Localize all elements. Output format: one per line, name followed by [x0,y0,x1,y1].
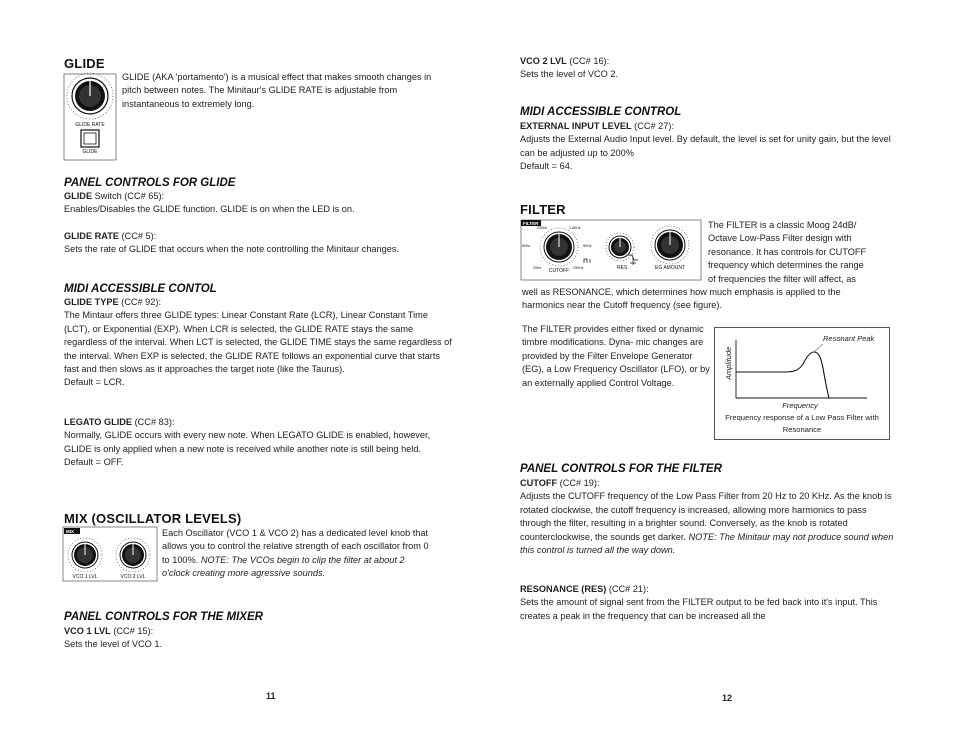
glide-rate-cc: (CC# 5): [118,231,157,241]
glide-switch-param [64,190,454,217]
glide-rate-name: GLIDE RATE [64,231,119,241]
glide-rate-knob-icon [67,73,113,119]
mix-desc-text: Each Oscillator (VCO 1 & VCO 2) has a dedicated level knob that allows you to control the relative strength of each oscillator from 0 to 100%. [162,528,429,565]
glide-switch-name: GLIDE [64,191,93,201]
filter-scale-20hz: 20Hz [533,266,542,270]
cutoff-knob-icon [540,228,578,266]
filter-intro-wrap [708,219,894,286]
glide-type-param [64,296,454,390]
page-number-right: 12 [722,693,733,703]
resonant-peak-label: Resonant Peak [823,334,875,343]
glide-rate-param [64,230,454,257]
amplitude-axis-label: Amplitude [724,346,733,380]
panel-controls-filter-heading: PANEL CONTROLS FOR THE FILTER [520,463,722,475]
vco1-level-knob-icon [68,538,102,572]
resonance-cc: (CC# 21): [606,584,649,594]
panel-controls-glide-heading: PANEL CONTROLS FOR GLIDE [64,177,236,189]
vco1-level-desc: Sets the level of VCO 1. [64,639,163,650]
vco1-level-name: VCO 1 LVL [64,626,111,636]
glide-switch-cc: Switch (CC# 65): [92,191,165,201]
filter-scale-200hz: 200Hz [537,226,548,230]
filter-scale-20khz: 20KHz [573,266,584,270]
legato-glide-name: LEGATO GLIDE [64,417,133,427]
legato-glide-default: Default = OFF. [64,457,124,468]
response-curve [736,352,829,398]
glide-type-desc: The Mintaur offers three GLIDE types: Linear Constant Rate (LCR), Linear Constant Time (LCT), or Exponential (EXP). When LCR is selected, the GLIDE RATE stays the same regardless of the interval. When LCT is selected, the GLIDE TIME stays the same regardless of the interval. When EXP is selected, the GLIDE RATE follows an exponential curve that starts fast and then slows as it approaches the target note (like the Taurus). [64,310,452,375]
cutoff-knob-label: CUTOFF [548,268,570,274]
legato-glide-cc: (CC# 83): [132,417,175,427]
filter-intro-line-4: frequency which determines the range [708,260,864,271]
filter-intro-line-1: The FILTER is a classic Moog 24dB/ [708,220,857,230]
filter-scale-1-6khz: 1.6KHz [569,226,581,230]
vco1-level-param [64,625,454,652]
res-knob-icon [606,233,634,261]
filter-intro-line-5: of frequencies the filter will affect, as [708,273,856,284]
cutoff-name: CUTOFF [520,478,558,488]
res-symbol-icon [628,255,638,265]
panel-controls-mixer-heading: PANEL CONTROLS FOR THE MIXER [64,611,263,623]
glide-controls-illustration [62,70,118,164]
vco2-level-param [520,55,890,82]
vco2-level-name: VCO 2 LVL [520,56,567,66]
vco2-level-cc: (CC# 16): [566,56,610,66]
frequency-response-figure [714,327,890,440]
cutoff-param [520,477,894,557]
glide-type-cc: (CC# 92): [118,297,162,307]
external-input-desc: Adjusts the External Audio Input level. By default, the level is set for unity gain, but the level can be adjusted up to 200% [520,134,891,158]
external-input-cc: (CC# 27): [631,121,675,131]
external-input-default: Default = 64. [520,161,573,172]
glide-rate-knob-label: GLIDE RATE [75,122,105,128]
figure-caption: Frequency response of a Low Pass Filter with Resonance [725,413,879,434]
vco2-knob-label: VCO 2 LVL [120,574,146,580]
legato-glide-param [64,416,454,470]
cutoff-desc: Adjusts the CUTOFF frequency of the Low Pass Filter from 20 Hz to 20 KHz. As the knob is rotated clockwise, the cutoff frequency is increased, allowing more harmonics to pass through the filter, resulting in a brighter sound. Conversely, as the knob is rotated counterclockwise, the sounds get darker. [520,491,892,542]
vco2-level-desc: Sets the level of VCO 2. [520,69,619,80]
filter-intro-line-3: resonance. It has controls for CUTOFF [708,246,867,257]
vco1-knob-label: VCO 1 LVL [72,574,98,580]
glide-type-default: Default = LCR. [64,377,125,388]
filter-scale-80hz: 80Hz [522,244,531,248]
eg-amount-knob-icon [651,226,689,264]
filter-intro-line-6: well as RESONANCE, which determines how much emphasis is applied to the [522,287,841,297]
cutoff-note: NOTE: The Minitaur may not produce sound when this control is turned all the way down. [520,531,894,556]
vco1-level-cc: (CC# 15): [110,626,154,636]
midi-contol-heading: MIDI ACCESSIBLE CONTOL [64,283,217,295]
external-input-name: EXTERNAL INPUT LEVEL [520,121,632,131]
peak-pointer [814,344,823,352]
mix-badge-label: MIX [66,529,75,534]
resonance-param [520,583,894,623]
frequency-axis-label: Frequency [782,401,818,410]
filter-intro-line-7: harmonics near the Cutoff frequency (see figure). [522,300,723,311]
glide-heading: GLIDE [64,56,105,71]
legato-glide-desc: Normally, GLIDE occurs with every new note. When LEGATO GLIDE is enabled, however, GLIDE is only applied when a new note is received while another note is still being held. [64,430,431,454]
filter-badge-label: FILTER [523,221,539,226]
res-knob-label: RES [617,265,628,271]
glide-type-name: GLIDE TYPE [64,297,119,307]
glide-intro-text: GLIDE (AKA 'portamento') is a musical effect that makes smooth changes in pitch between notes. The Minitaur's GLIDE RATE is adjustable from instantaneous to extremely long. [122,72,432,109]
frequency-response-plot [715,328,889,414]
glide-button-icon [81,130,99,147]
external-input-param [520,120,892,174]
mix-desc-note: NOTE: The VCOs begin to clip the filter at about 2 o'clock creating more agressive sounds. [162,554,405,579]
eg-amount-knob-label: EG AMOUNT [654,265,686,271]
glide-rate-desc: Sets the rate of GLIDE that occurs when the note controlling the Minitaur changes. [64,244,400,255]
cutoff-symbol-icon [584,259,590,263]
resonance-desc: Sets the amount of signal sent from the FILTER output to be fed back into it's input. This creates a peak in the frequency that can be increased all the [520,597,878,621]
cutoff-cc: (CC# 19): [557,478,600,488]
filter-provides-text: The FILTER provides either fixed or dynamic timbre modifications. Dyna- mic changes are provided by the Filter Envelope Generator (EG), a Low Frequency Oscillator (LFO), or by an externally applied Control Voltage. [522,324,710,388]
midi-control-heading: MIDI ACCESSIBLE CONTROL [520,106,682,118]
filter-intro-full-lines [522,286,894,313]
filter-heading: FILTER [520,202,566,217]
filter-intro-line-2: Octave Low-Pass Filter design with [708,233,852,244]
vco2-level-knob-icon [116,538,150,572]
mix-description [162,527,430,581]
glide-switch-desc: Enables/Disables the GLIDE function. GLIDE is on when the LED is on. [64,204,355,215]
filter-scale-5khz: 5KHz [583,244,592,248]
glide-button-label: GLIDE [82,149,98,155]
mix-knobs-illustration [62,526,158,582]
resonance-name: RESONANCE (RES) [520,584,607,594]
mix-heading: MIX (OSCILLATOR LEVELS) [64,511,242,526]
filter-panel-illustration [520,219,702,281]
page-number-left: 11 [266,691,276,701]
